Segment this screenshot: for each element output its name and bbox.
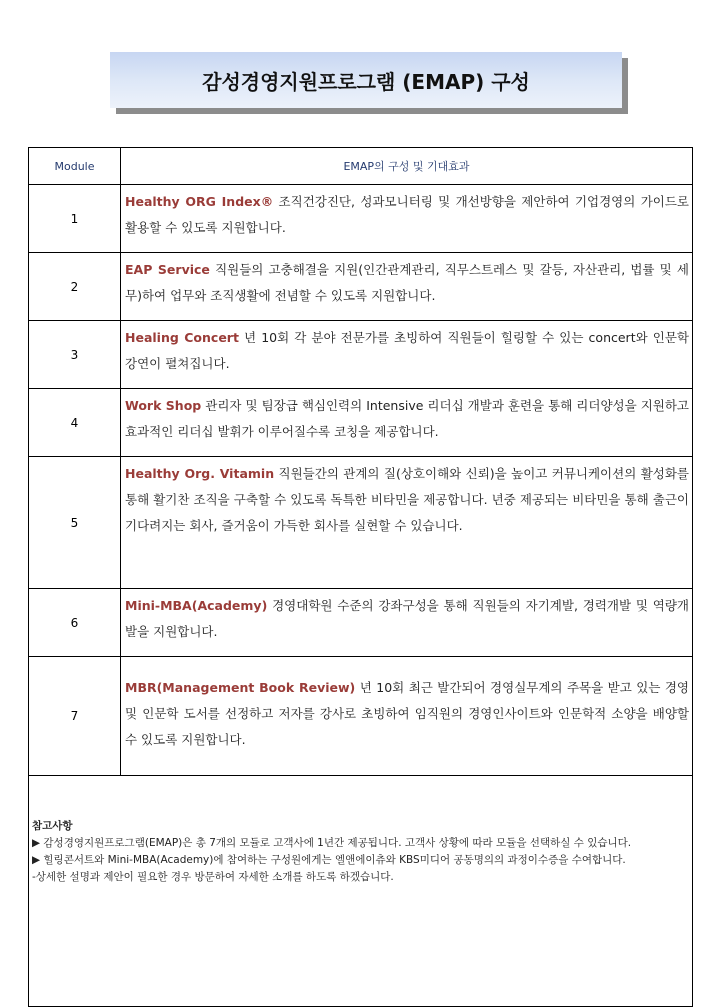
module-text: 조직건강진단, 성과모니터링 및 개선방향을 제안하여 기업경영의 가이드로 활용할 수 있도록 지원합니다. [125, 194, 689, 235]
notes-title: 참고사항 [32, 820, 73, 832]
module-number: 4 [29, 389, 121, 457]
module-name: MBR(Management Book Review) [125, 680, 356, 695]
module-number: 5 [29, 457, 121, 589]
note-line: -상세한 설명과 제안이 필요한 경우 방문하여 자세한 소개를 하도록 하겠습니다. [32, 871, 394, 883]
header-description: EMAP의 구성 및 기대효과 [121, 148, 693, 185]
module-description [121, 589, 693, 657]
module-number: 2 [29, 253, 121, 321]
module-text: 직원들의 고충해결을 지원(인간관계관리, 직무스트레스 및 갈등, 자산관리, 법률 및 세무)하여 업무와 조직생활에 전념할 수 있도록 지원합니다. [125, 262, 689, 303]
note-line: ▶ 힐링콘서트와 Mini-MBA(Academy)에 참여하는 구성원에게는 엘앤에이츄와 KBS미디어 공동명의의 과정이수증을 수여합니다. [32, 854, 626, 866]
module-text: 년 10회 최근 발간되어 경영실무계의 주목을 받고 있는 경영 및 인문학 도서를 선정하고 저자를 강사로 초빙하여 임직원의 경영인사이트와 인문학적 소양을 배양할 수 있도록 지원합니다. [125, 680, 689, 747]
table-row [29, 389, 693, 457]
module-description [121, 185, 693, 253]
module-name: Healthy Org. Vitamin [125, 466, 275, 481]
module-name: Work Shop [125, 398, 202, 413]
page-title: 감성경영지원프로그램 (EMAP) 구성 [202, 69, 530, 94]
module-text: 년 10회 각 분야 전문가를 초빙하여 직원들이 힐링할 수 있는 concert와 인문학 강연이 펼쳐집니다. [125, 330, 689, 371]
notes-cell [29, 776, 693, 1007]
title-banner [110, 52, 622, 108]
title-box [110, 52, 622, 108]
table-header-row [29, 148, 693, 185]
module-text: 경영대학원 수준의 강좌구성을 통해 직원들의 자기계발, 경력개발 및 역량개발을 지원합니다. [125, 598, 689, 639]
header-module: Module [29, 148, 121, 185]
module-number: 7 [29, 657, 121, 776]
module-name: Healthy ORG Index® [125, 194, 274, 209]
module-description [121, 253, 693, 321]
table-row [29, 589, 693, 657]
module-number: 3 [29, 321, 121, 389]
module-name: EAP Service [125, 262, 210, 277]
module-description [121, 657, 693, 776]
table-row [29, 457, 693, 589]
module-name: Mini-MBA(Academy) [125, 598, 268, 613]
emap-table [28, 147, 693, 1007]
table-row [29, 321, 693, 389]
module-text: 관리자 및 팀장급 핵심인력의 Intensive 리더십 개발과 훈련을 통해 리더양성을 지원하고 효과적인 리더십 발휘가 이루어질수록 코칭을 제공합니다. [125, 398, 689, 439]
table-row [29, 657, 693, 776]
module-description [121, 321, 693, 389]
note-line: ▶ 감성경영지원프로그램(EMAP)은 총 7개의 모듈로 고객사에 1년간 제공됩니다. 고객사 상황에 따라 모듈을 선택하실 수 있습니다. [32, 837, 632, 849]
module-description [121, 389, 693, 457]
module-number: 1 [29, 185, 121, 253]
module-name: Healing Concert [125, 330, 239, 345]
module-number: 6 [29, 589, 121, 657]
table-row [29, 185, 693, 253]
module-description [121, 457, 693, 589]
notes-row [29, 776, 693, 1007]
module-text: 직원들간의 관계의 질(상호이해와 신뢰)을 높이고 커뮤니케이션의 활성화를 통해 활기찬 조직을 구축할 수 있도록 독특한 비타민을 제공합니다. 년중 제공되는 비타민을 통해 출근이 기다려지는 회사, 즐거움이 가득한 회사를 실현할 수 있습니다. [125, 466, 689, 533]
table-row [29, 253, 693, 321]
